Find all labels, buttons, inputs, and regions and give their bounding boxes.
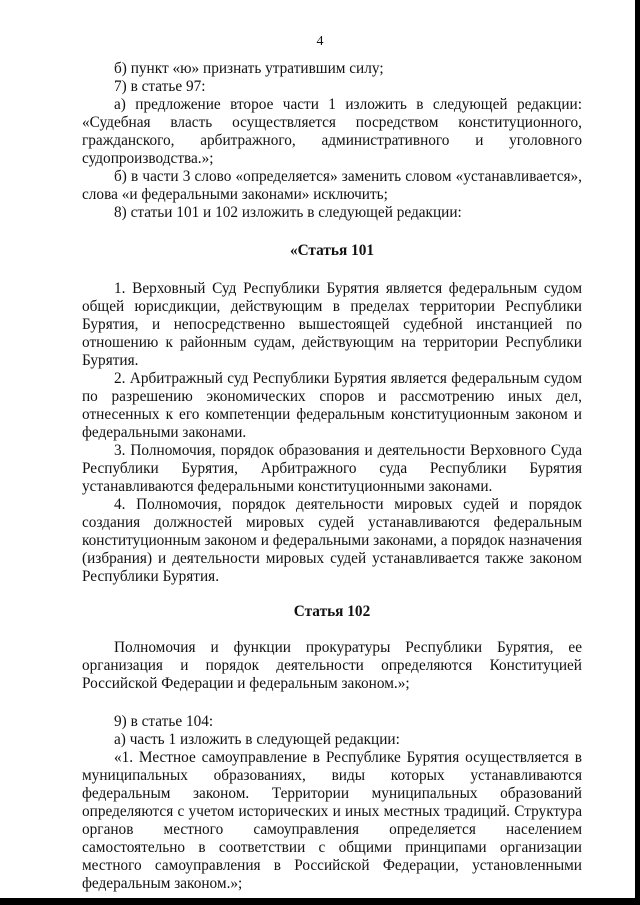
amendment-line: 8) статьи 101 и 102 изложить в следующей редакции: xyxy=(114,204,462,221)
article-101-paragraph: 4. Полномочия, порядок деятельности мировых судей и порядок создания должностей мировых судей устанавливаются федеральным конституционным законом и федеральными законами, а порядок назначения (избрания) и деятельности мировых судей устанавливается также законом Республики Бурятия. xyxy=(82,496,582,585)
scan-edge-bottom xyxy=(0,898,640,905)
amendment-line: 7) в статье 97: xyxy=(114,78,206,95)
amendment-line: «1. Местное самоуправление в Республике Бурятия осуществляется в муниципальных образованиях, виды которых устанавливаются федеральным законом. Территории муниципальных образований определяются с учетом исторических и иных местных традиций. Структура органов местного самоуправления определяется населением самостоятельно в соответствии с общими принципами организации местного самоуправления в Российской Федерации, установленными федеральным законом.»; xyxy=(82,749,582,892)
article-102-paragraph: Полномочия и функции прокуратуры Республики Бурятия, ее организация и порядок деятельности определяются Конституцией Российской Федерации и федеральным законом.»; xyxy=(82,639,582,692)
article-101-title: «Статья 101 xyxy=(289,242,375,259)
amendment-line: б) пункт «ю» признать утратившим силу; xyxy=(114,60,384,77)
amendment-line: б) в части 3 слово «определяется» заменить словом «устанавливается», слова «и федеральными законами» исключить; xyxy=(82,168,582,203)
amendment-line: 9) в статье 104: xyxy=(114,713,214,730)
page-number: 4 xyxy=(316,34,324,49)
document-body xyxy=(82,60,582,893)
article-101-paragraph: 3. Полномочия, порядок образования и деятельности Верховного Суда Республики Бурятия, Арбитражного суда Республики Бурятия устанавливаются федеральными конституционными законами. xyxy=(82,442,582,495)
article-101-paragraph: 1. Верховный Суд Республики Бурятия является федеральным судом общей юрисдикции, действующим в пределах территории Республики Бурятия, и непосредственно вышестоящей судебной инстанцией по отношению к районным судам, действующим на территории Республики Бурятия. xyxy=(82,280,582,369)
amendment-line: а) часть 1 изложить в следующей редакции: xyxy=(114,731,400,748)
article-101-paragraph: 2. Арбитражный суд Республики Бурятия является федеральным судом по разрешению экономических споров и рассмотрению иных дел, отнесенных к его компетенции федеральным конституционным законом и федеральными законами. xyxy=(82,370,582,441)
article-102-title: Статья 102 xyxy=(293,603,371,620)
amendment-line: а) предложение второе части 1 изложить в следующей редакции: «Судебная власть осуществляется посредством конституционного, гражданского, арбитражного, административного и уголовного судопроизводства.»; xyxy=(82,96,582,167)
scan-edge-right xyxy=(635,0,640,905)
